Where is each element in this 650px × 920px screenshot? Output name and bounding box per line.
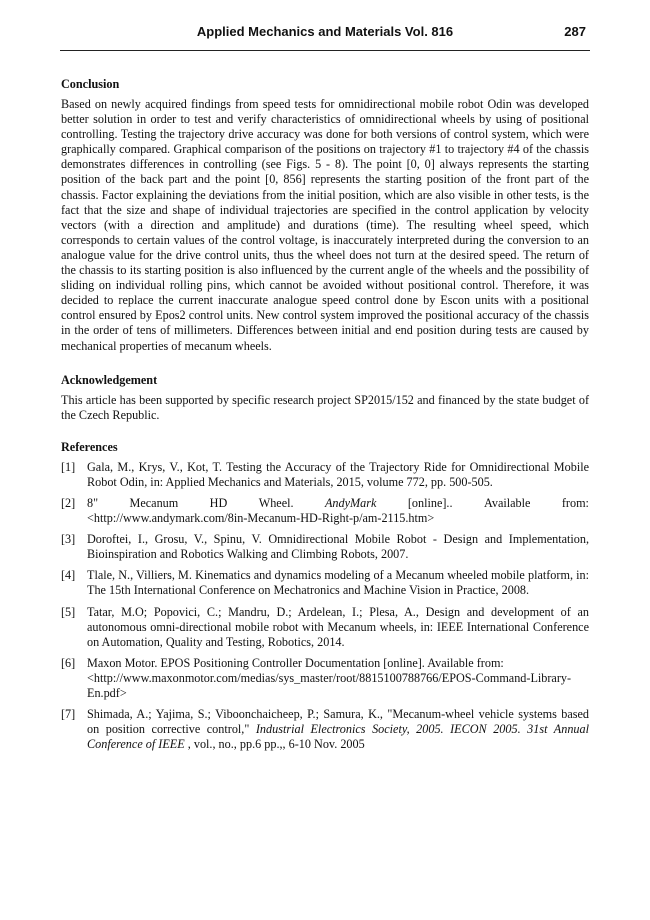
reference-tail: , vol., no., pp.6 pp.,, 6-10 Nov. 2005: [187, 737, 365, 752]
reference-item-3: [61, 532, 589, 562]
journal-title: Applied Mechanics and Materials Vol. 816: [196, 24, 454, 39]
acknowledgement-heading: Acknowledgement: [61, 372, 158, 387]
reference-word: Available: [483, 495, 531, 510]
reference-number: [2]: [61, 495, 76, 510]
reference-list: [61, 460, 589, 753]
reference-number: [3]: [61, 532, 76, 547]
acknowledgement-text: This article has been supported by specific research project SP2015/152 and financed by the state budget of the Czech Republic.: [61, 392, 589, 422]
reference-item-5: [61, 605, 589, 650]
reference-word: [online]..: [407, 495, 453, 510]
reference-word: Mecanum: [129, 495, 179, 510]
reference-number: [7]: [61, 707, 76, 722]
reference-number: [6]: [61, 655, 76, 670]
reference-word: from:: [561, 495, 589, 510]
running-header: [60, 22, 590, 44]
reference-item-2: [61, 496, 589, 526]
reference-item-6: [61, 656, 589, 701]
reference-word: Wheel.: [258, 495, 294, 510]
reference-text: Maxon Motor. EPOS Positioning Controller Documentation [online]. Available from:: [87, 655, 504, 670]
reference-source: Industrial Electronics Society, 2005. IECON 2005. 31st Annual Conference of IEEE: [87, 722, 590, 752]
header-rule: [60, 50, 590, 51]
reference-word: 8": [87, 495, 99, 510]
page-body: [61, 76, 589, 758]
reference-url: <http://www.maxonmotor.com/medias/sys_master/root/8815100788766/EPOS-Command-Library-En.pdf>: [87, 670, 572, 700]
reference-text: Doroftei, I., Grosu, V., Spinu, V. Omnidirectional Mobile Robot - Design and Implementation, Bioinspiration and Robotics Walking and Climbing Robots, 2007.: [87, 532, 589, 562]
reference-item-7: [61, 707, 589, 752]
reference-source: AndyMark: [324, 495, 377, 510]
reference-text: Tatar, M.O; Popovici, C.; Mandru, D.; Ardelean, I.; Plesa, A., Design and development of an autonomous omni-directional mobile robot with Mecanum wheels, in: IEEE International Conference on Automation, Quality and Testing, Robotics, 2014.: [87, 604, 589, 649]
reference-text: Gala, M., Krys, V., Kot, T. Testing the Accuracy of the Trajectory Ride for Omnidirectional Mobile Robot Odin, in: Applied Mechanics and Materials, 2015, volume 772, pp. 500-505.: [87, 459, 589, 489]
reference-item-1: [61, 460, 589, 490]
reference-item-4: [61, 568, 589, 598]
reference-number: [1]: [61, 459, 76, 474]
conclusion-text: Based on newly acquired findings from speed tests for omnidirectional mobile robot Odin was developed better solution in order to test and verify characteristics of omnidirectional wheels by using of positional controlling. Testing the trajectory drive accuracy was done for both versions of control system, which were graphically compared. Graphical comparison of the positions on trajectory #1 to trajectory #4 of the chassis demonstrates differences in controlling (see Figs. 5 - 8). The point [0, 0] always represents the starting position of the back part and the point [0, 856] represents the starting position of the front part of the chassis. Factor explaining the deviations from the initial position, which are also visible in other tests, is the fact that the size and shape of individual trajectories are specified in the control application by velocity vectors (with a direction and amplitude) and durations (time). The resulting wheel speed, which corresponds to certain values of the control voltage, is inaccurately interpreted during the conversion to an analogue value for the drive control units, thus the wheel does not turn at the desired speed. The return of the chassis to its starting position is also influenced by the current angle of the wheels and the possibility of sliding on individual rolling pins, which cannot be avoided without positional control. Therefore, it was decided to replace the current inaccurate analogue speed control done by Escon units with a positional control ensured by Epos2 control units. New control system improved the positional accuracy of the chassis in the order of tens of millimeters. Differences between initial and end position during tests are caused by mechanical properties of mecanum wheels.: [61, 97, 589, 353]
reference-word: HD: [209, 495, 228, 510]
reference-number: [4]: [61, 568, 76, 583]
references-heading: References: [61, 439, 118, 454]
reference-number: [5]: [61, 604, 76, 619]
reference-text: Tlale, N., Villiers, M. Kinematics and dynamics modeling of a Mecanum wheeled mobile platform, in: The 15th International Conference on Mechatronics and Machine Vision in Practice, 2008.: [87, 568, 589, 598]
reference-text: Shimada, A.; Yajima, S.; Viboonchaicheep, P.; Samura, K., "Mecanum-wheel vehicle systems based on position corrective control,": [87, 707, 589, 737]
page-number: 287: [564, 24, 586, 39]
reference-url: <http://www.andymark.com/8in-Mecanum-HD-Right-p/am-2115.htm>: [87, 511, 435, 526]
conclusion-heading: Conclusion: [61, 77, 120, 91]
reference-text: [87, 496, 589, 511]
